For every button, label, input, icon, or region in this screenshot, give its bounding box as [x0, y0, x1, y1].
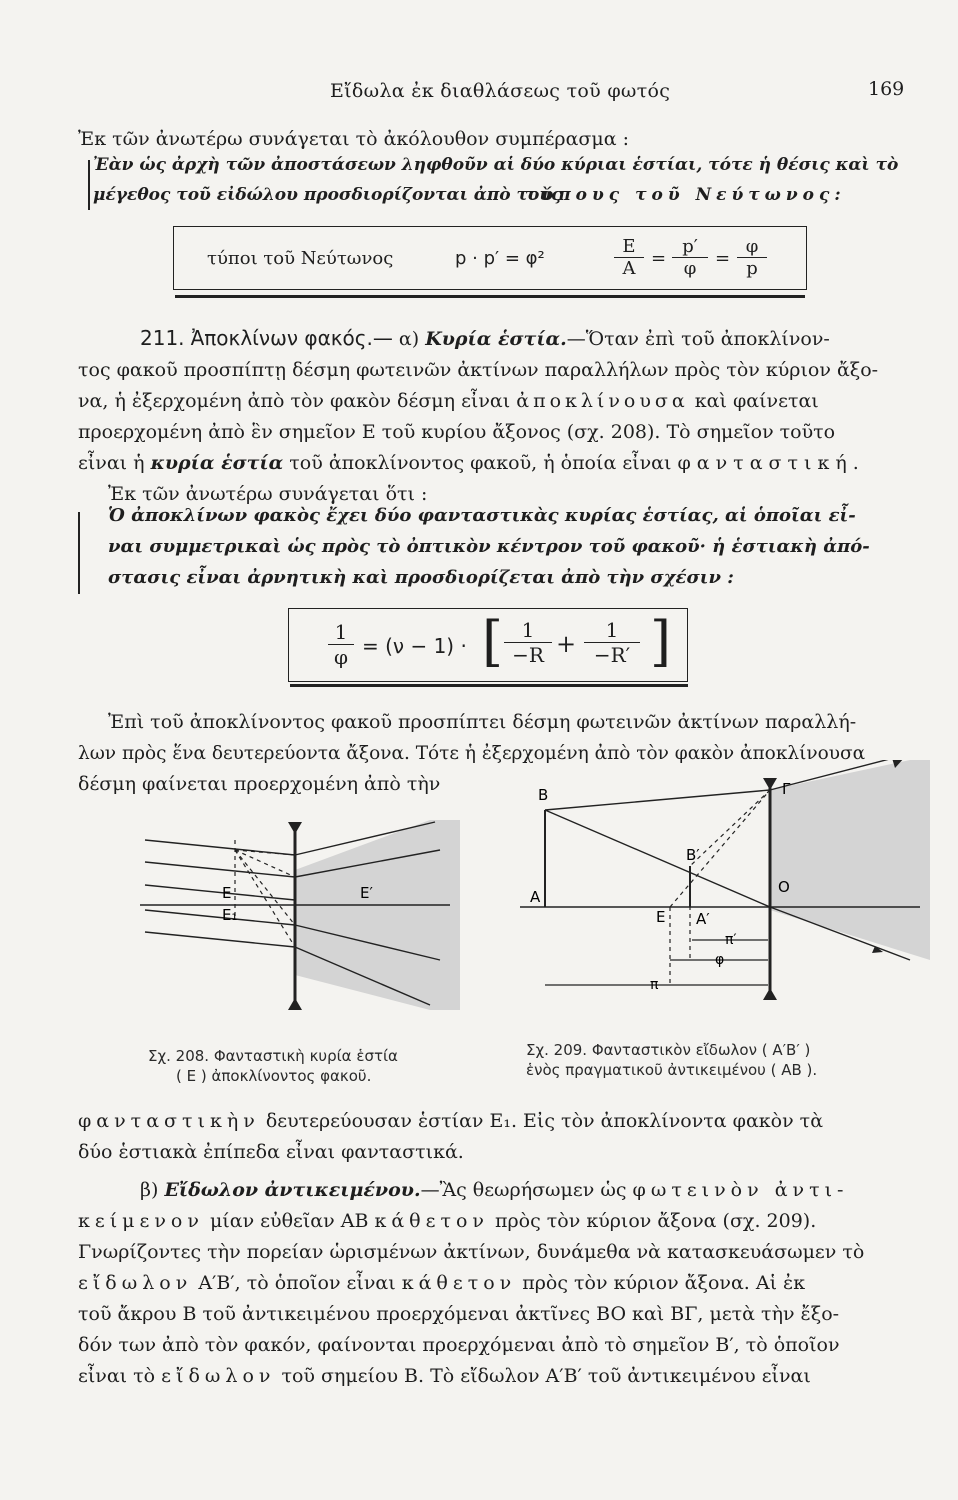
plus-sign: +	[556, 630, 577, 658]
sb-line2-sp2: κάθετον	[374, 1210, 489, 1232]
sb-line7-sp: εἴδωλον	[161, 1365, 276, 1387]
figure-209	[520, 760, 930, 1030]
frac-den: A	[614, 257, 644, 279]
sb-line2-end: πρὸς τὸν κύριον ἄξονα (σχ. 209).	[495, 1210, 817, 1232]
frac-den: φ	[328, 644, 354, 669]
label-A: A	[530, 888, 541, 906]
diverging-beam-shade	[770, 760, 930, 960]
line5-b: κυρία ἑστία	[150, 452, 284, 474]
line5-c: τοῦ ἀποκλίνοντος φακοῦ, ἡ ὁποία εἶναι	[289, 452, 672, 474]
caption-208	[148, 1046, 398, 1086]
section-title: Ἀποκλίνων φακός.	[190, 326, 373, 350]
caption-209	[526, 1040, 817, 1080]
sb-line4-sp2: κάθετον	[401, 1272, 517, 1294]
rule2-line1: Ὁ ἀποκλίνων φακὸς ἔχει δύο φανταστικὰς κυρίας ἑστίας, αἱ ὁποῖαι εἶ-	[108, 505, 856, 526]
frac-num: 1	[521, 618, 535, 642]
sb-line5: τοῦ ἄκρου B τοῦ ἀντικειμένου προερχόμεναι ἀκτῖνες BO καὶ BΓ, μετὰ τὴν ἔξο-	[78, 1303, 840, 1325]
sb-line4	[78, 1268, 805, 1299]
rule1-line2a: μέγεθος τοῦ εἰδώλου προσδιορίζονται ἀπὸ τοὺς	[93, 185, 562, 205]
sb-line1-rest: —Ἂς θεωρήσωμεν ὡς	[420, 1179, 627, 1201]
label-E: E	[222, 884, 232, 902]
s211-line4: προερχομένη ἀπὸ ἓν σημεῖον E τοῦ κυρίου ἄξονος (σχ. 208). Τὸ σημεῖον τοῦτο	[78, 421, 836, 443]
line5-a: εἶναι ἡ	[78, 452, 145, 474]
intro-line: Ἐκ τῶν ἀνωτέρω συνάγεται τὸ ἀκόλουθον συμπέρασμα :	[78, 128, 629, 150]
frac-p-phi	[672, 236, 708, 279]
label-Gamma: Γ	[782, 780, 791, 798]
sub-b: β)	[140, 1179, 159, 1201]
newton-formula-1: p · p′ = φ²	[455, 248, 545, 269]
label-pi-prime: π′	[725, 932, 737, 948]
frac-den: φ	[672, 257, 708, 279]
para3-line2: δύο ἑστιακὰ ἐπίπεδα εἶναι φανταστικά.	[78, 1141, 464, 1163]
page-number: 169	[868, 78, 905, 100]
frac-den: −R	[504, 642, 552, 667]
caption-209-line1: Σχ. 209. Φανταστικὸν εἴδωλον ( A′B′ )	[526, 1041, 811, 1059]
caption-208-line2: ( E ) ἀποκλίνοντος φακοῦ.	[176, 1067, 372, 1085]
section-dash: —	[372, 326, 393, 350]
frac-1-phi	[328, 620, 354, 669]
frac-E-A	[614, 236, 644, 279]
frac-1-Rp	[584, 618, 640, 667]
bracket-right: ]	[650, 610, 672, 673]
para3-line1-a: φανταστικὴν	[78, 1110, 260, 1132]
lens-mid: = (ν − 1) ·	[362, 634, 467, 658]
frac-phi-p	[737, 236, 767, 279]
label-E-prime: E′	[360, 884, 373, 902]
line3-a: να, ἡ ἐξερχομένη ἀπὸ τὸν φακὸν δέσμη εἶναι	[78, 390, 511, 412]
label-O: O	[778, 878, 790, 896]
label-E1: E₁	[222, 906, 238, 924]
sb-line4-end: πρὸς τὸν κύριον ἄξονα. Αἱ ἐκ	[522, 1272, 806, 1294]
para3-line1	[78, 1106, 823, 1137]
rule1-line1: Ἐὰν ὡς ἀρχὴ τῶν ἀποστάσεων ληφθοῦν αἱ δύο κύριαι ἑστίαι, τότε ἡ θέσις καὶ τὸ	[93, 155, 899, 175]
para2-line2: λων πρὸς ἕνα δευτερεύοντα ἄξονα. Τότε ἡ ἐξερχομένη ἀπὸ τὸν φακὸν ἀποκλίνουσα	[78, 743, 866, 764]
eq-sign: =	[715, 248, 731, 269]
rule1-line2b: τύπους τοῦ Νεύτωνος:	[525, 185, 846, 205]
label-A-prime: A′	[696, 910, 710, 928]
frac-num: 1	[605, 618, 619, 642]
label-phi: φ	[715, 952, 725, 968]
para2-line3: δέσμη φαίνεται προερχομένη ἀπὸ τὴν	[78, 773, 441, 795]
newton-label: τύποι τοῦ Νεύτωνος	[207, 248, 394, 269]
s211-line3	[78, 386, 819, 417]
virtual-rays	[235, 840, 295, 947]
sb-line2-mid: μίαν εὐθεῖαν AB	[209, 1210, 369, 1232]
label-B: B	[538, 786, 549, 804]
sb-line1	[140, 1175, 848, 1206]
running-title: Εἴδωλα ἐκ διαθλάσεως τοῦ φωτός	[330, 80, 671, 102]
sb-line4-mid: A′B′, τὸ ὁποῖον εἶναι	[198, 1272, 396, 1294]
section-number: 211.	[140, 326, 185, 350]
sb-line4-sp1: εἴδωλον	[78, 1272, 193, 1294]
sb-line7	[78, 1361, 811, 1392]
line1-rest: —Ὅταν ἐπὶ τοῦ ἀποκλίνον-	[566, 328, 830, 350]
lens-bottom-arrow	[763, 988, 777, 1000]
newton-box-shadow	[175, 295, 805, 298]
sub-b-title: Εἴδωλον ἀντικειμένου.	[164, 1179, 421, 1201]
s211-line6: Ἐκ τῶν ἀνωτέρω συνάγεται ὅτι :	[108, 483, 428, 505]
sb-line1-sp: φωτεινὸν ἀντι-	[632, 1179, 849, 1201]
frac-num: E	[622, 236, 636, 257]
frac-den: −R′	[584, 642, 640, 667]
sb-line7-b: τοῦ σημείου B. Τὸ εἴδωλον A′B′ τοῦ ἀντικειμένου εἶναι	[281, 1365, 811, 1387]
lens-bottom-arrow	[288, 998, 302, 1010]
lens-top-arrow	[288, 822, 302, 834]
s211-line2: τος φακοῦ προσπίπτῃ δέσμη φωτεινῶν ἀκτίνων παραλλήλων πρὸς τὸν κύριον ἄξο-	[78, 359, 879, 381]
caption-208-line1: Σχ. 208. Φανταστικὴ κυρία ἑστία	[148, 1047, 398, 1065]
line3-c: καὶ φαίνεται	[694, 390, 819, 412]
rule2-line2: ναι συμμετρικαὶ ὡς πρὸς τὸ ὀπτικὸν κέντρον τοῦ φακοῦ· ἡ ἑστιακὴ ἀπό-	[108, 536, 870, 557]
sb-line7-a: εἶναι τὸ	[78, 1365, 156, 1387]
margin-bar-1	[88, 160, 90, 210]
line5-d: φανταστική.	[677, 452, 865, 474]
label-pi: π	[650, 977, 659, 993]
para2-line1: Ἐπὶ τοῦ ἀποκλίνοντος φακοῦ προσπίπτει δέσμη φωτεινῶν ἀκτίνων παραλλή-	[108, 711, 857, 733]
frac-num: 1	[334, 620, 348, 644]
margin-bar-2	[78, 512, 80, 594]
label-E: E	[656, 908, 666, 926]
frac-num: φ	[745, 236, 759, 257]
sb-line6: δόν των ἀπὸ τὸν φακόν, φαίνονται προερχόμεναι ἀπὸ τὸ σημεῖον B′, τὸ ὁποῖον	[78, 1334, 840, 1356]
label-B-prime: B′	[686, 846, 700, 864]
sub-a: α)	[398, 328, 420, 350]
figure-208	[130, 810, 460, 1030]
caption-209-line2: ἑνὸς πραγματικοῦ ἀντικειμένου ( AB ).	[526, 1061, 818, 1079]
frac-den: p	[737, 257, 767, 279]
line3-b: ἀποκλίνουσα	[516, 390, 689, 412]
frac-num: p′	[682, 236, 698, 257]
bracket-left: [	[482, 610, 504, 673]
sb-line3: Γνωρίζοντες τὴν πορείαν ὡρισμένων ἀκτίνων, δυνάμεθα νὰ κατασκευάσωμεν τὸ	[78, 1241, 865, 1263]
para3-line1-b: δευτερεύουσαν ἑστίαν E₁. Εἰς τὸν ἀποκλίνοντα φακὸν τὰ	[265, 1110, 824, 1132]
eq-sign: =	[651, 248, 667, 269]
sb-line2-sp1: κείμενον	[78, 1210, 204, 1232]
sb-line2	[78, 1206, 816, 1237]
section-211-heading	[140, 323, 830, 355]
rule2-line3: στασις εἶναι ἀρνητικὴ καὶ προσδιορίζεται ἀπὸ τὴν σχέσιν :	[108, 567, 734, 588]
frac-1-R	[504, 618, 552, 667]
lens-box-shadow	[290, 684, 688, 687]
sub-a-title: Κυρία ἑστία.	[425, 328, 567, 350]
s211-line5	[78, 448, 865, 479]
